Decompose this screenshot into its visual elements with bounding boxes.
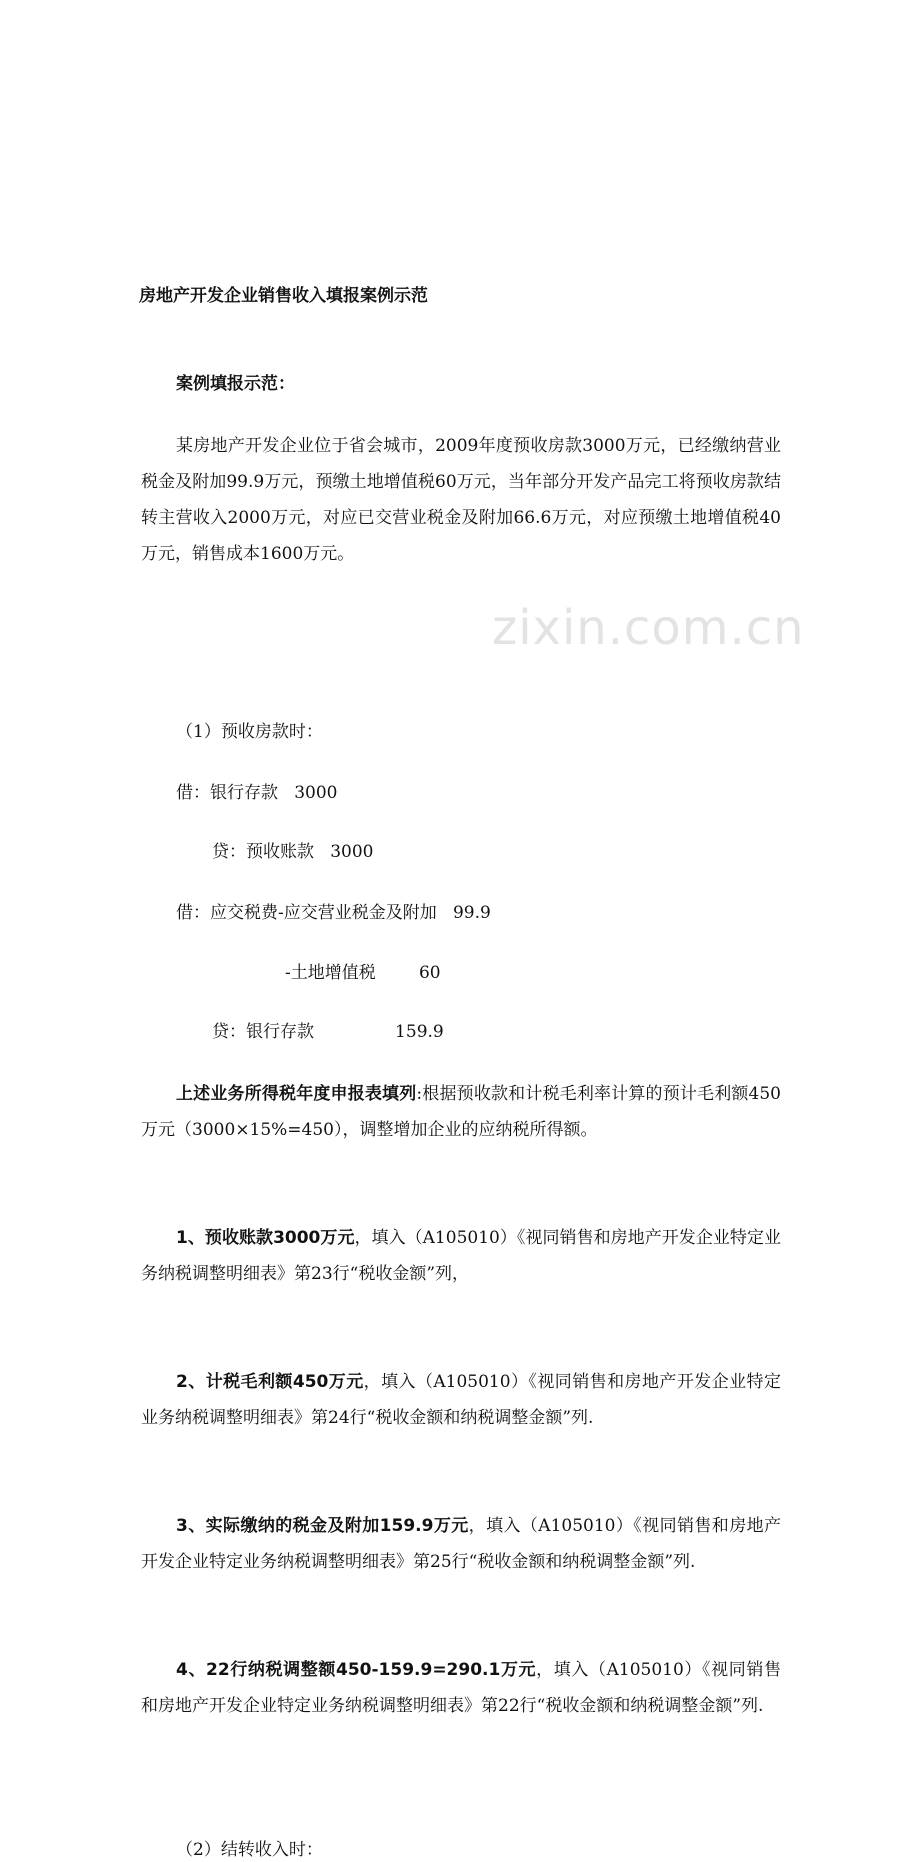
item-1-bold: 1、预收账款3000万元 bbox=[176, 1228, 355, 1248]
item-1-text: ，填入（A105010）《视同销售和房地产开发企业特定业务纳税调整明细表》第23行“税收金额”列， bbox=[141, 1228, 781, 1284]
document-title: 房地产开发企业销售收入填报案例示范 bbox=[139, 286, 428, 306]
item-paragraph-3 bbox=[141, 1508, 781, 1580]
summary-text: :根据预收款和计税毛利率计算的预计毛利额450万元（3000×15%=450），调整增加企业的应纳税所得额。 bbox=[141, 1084, 781, 1140]
item-3-text: ，填入（A105010）《视同销售和房地产开发企业特定业务纳税调整明细表》第25行“税收金额和纳税调整金额”列. bbox=[141, 1516, 782, 1572]
summary-paragraph bbox=[141, 1076, 781, 1148]
item-2-text: ，填入（A105010）《视同销售和房地产开发企业特定业务纳税调整明细表》第24行“税收金额和纳税调整金额”列. bbox=[141, 1372, 781, 1428]
item-4-text: ，填入（A105010）《视同销售和房地产开发企业特定业务纳税调整明细表》第22行“税收金额和纳税调整金额”列. bbox=[141, 1660, 781, 1716]
journal-entry-debit-2: 借：应交税费-应交营业税金及附加 99.9 bbox=[176, 903, 491, 923]
item-paragraph-4 bbox=[141, 1652, 781, 1724]
step2-label: （2）结转收入时： bbox=[176, 1840, 323, 1860]
journal-entry-debit-1: 借：银行存款 3000 bbox=[176, 783, 338, 803]
item-paragraph-1 bbox=[141, 1220, 781, 1292]
watermark: zixin.com.cn bbox=[492, 600, 805, 656]
item-3-bold: 3、实际缴纳的税金及附加159.9万元 bbox=[176, 1516, 469, 1536]
item-2-bold: 2、计税毛利额450万元 bbox=[176, 1372, 364, 1392]
journal-entry-credit-1: 贷：预收账款 3000 bbox=[212, 842, 374, 862]
section-heading: 案例填报示范： bbox=[176, 374, 295, 394]
journal-entry-debit-2b: -土地增值税 60 bbox=[285, 963, 441, 983]
summary-bold: 上述业务所得税年度申报表填列 bbox=[176, 1084, 417, 1104]
item-4-bold: 4、22行纳税调整额450-159.9=290.1万元 bbox=[176, 1660, 537, 1680]
intro-paragraph: 某房地产开发企业位于省会城市，2009年度预收房款3000万元，已经缴纳营业税金及附加99.9万元，预缴土地增值税60万元，当年部分开发产品完工将预收房款结转主营收入2000万元，对应已交营业税金及附加66.6万元，对应预缴土地增值税40万元，销售成本1600万元。 bbox=[141, 436, 781, 564]
item-paragraph-2 bbox=[141, 1364, 781, 1436]
step1-label: （1）预收房款时： bbox=[176, 722, 323, 742]
journal-entry-credit-2: 贷：银行存款 159.9 bbox=[212, 1022, 444, 1042]
